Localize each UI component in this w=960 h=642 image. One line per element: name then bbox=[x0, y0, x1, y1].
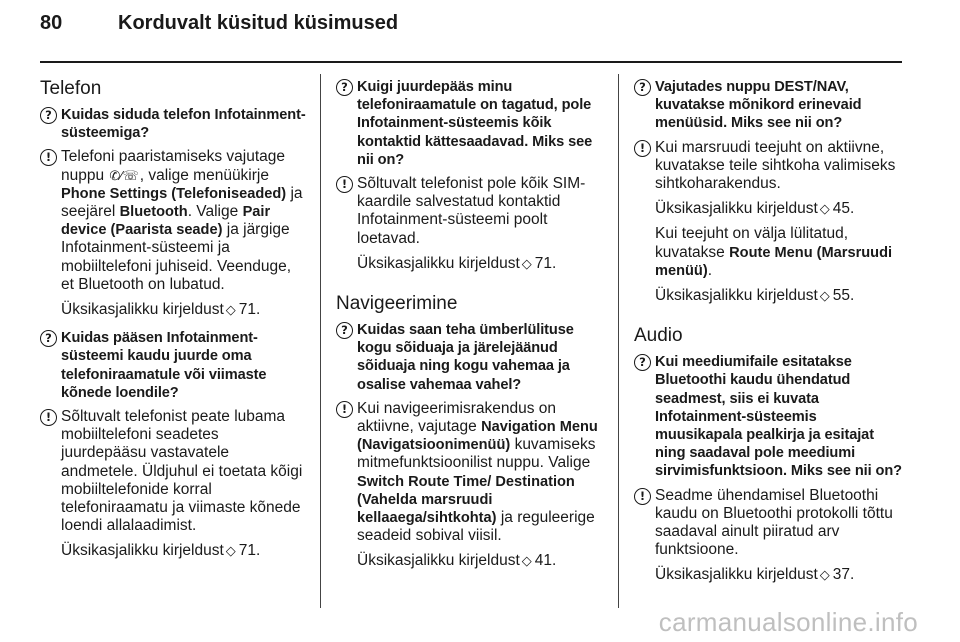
menu-item-pair-device: Pair device (Paarista seade) bbox=[61, 204, 271, 239]
faq-answer: Sõltuvalt telefonist peate lubama mobiiltelefoni seadetes juurdepääsu vastavatele andmetele. Üldjuhul ei toetata kõigi mobiiltelefonide korral telefoniraamatu ja viimaste kõnede loendi allalaadimist. Üksikasjalikku kirjeldust ◇ 71. bbox=[61, 408, 308, 561]
exclamation-circle-icon: ! bbox=[40, 409, 57, 426]
faq-answer: Telefoni paaristamiseks vajutage nuppu ✆⁄☏, valige menüükirje Phone Settings (Telefoniseaded) ja seejärel Bluetooth. Valige Pair device (Paarista seade) ja järgige Infotainment-süsteemi ja mobiiltelefoni juhiseid. Veenduge, et Bluetooth on lubatud. Üksikasjalikku kirjeldust ◇ 71. bbox=[61, 148, 308, 319]
menu-item-bluetooth: Bluetooth bbox=[119, 204, 188, 221]
faq-item bbox=[336, 321, 606, 571]
faq-item bbox=[634, 353, 904, 584]
column-divider bbox=[320, 74, 321, 608]
faq-item bbox=[634, 78, 904, 305]
page-reference-arrow-icon: ◇ bbox=[521, 255, 532, 271]
menu-item-navigation-menu: Navigation Menu (Navigatsioonimenüü) bbox=[357, 419, 598, 454]
exclamation-circle-icon: ! bbox=[40, 149, 57, 166]
page-reference-arrow-icon: ◇ bbox=[521, 553, 532, 569]
section-title-telefon: Telefon bbox=[40, 78, 102, 99]
menu-item-route-menu: Route Menu (Marsruudi menüü) bbox=[655, 244, 893, 279]
menu-item-phone-settings: Phone Settings (Telefoniseaded) bbox=[61, 185, 287, 202]
page-reference: Üksikasjalikku kirjeldust ◇ 71. bbox=[61, 542, 261, 560]
page-reference: Üksikasjalikku kirjeldust ◇ 45. bbox=[655, 200, 855, 218]
page-reference-arrow-icon: ◇ bbox=[819, 201, 830, 217]
question-circle-icon: ? bbox=[634, 354, 651, 371]
faq-item bbox=[40, 329, 308, 560]
faq-question: Kuigi juurdepääs minu telefoniraamatule on tagatud, pole Infotainment-süsteemis kõik kontaktid kättesaadavad. Miks see nii on? bbox=[357, 79, 593, 168]
question-circle-icon: ? bbox=[40, 330, 57, 347]
faq-question: Kuidas siduda telefon Infotainment-süsteemiga? bbox=[61, 107, 306, 142]
faq-answer: Sõltuvalt telefonist pole kõik SIM-kaardile salvestatud kontaktid Infotainment-süsteemi poolt loetavad. Üksikasjalikku kirjeldust ◇ 71. bbox=[357, 175, 606, 273]
section-title-audio: Audio bbox=[634, 325, 683, 347]
faq-question: Kui meediumifaile esitatakse Bluetoothi kaudu ühendatud seadmest, siis ei kuvata Infotainment-süsteemis muusikapala pealkirja ja esitajat ning saadaval pole meediumi sirvimisfunktsioon. Miks see nii on? bbox=[655, 354, 902, 480]
menu-item-switch-route-time: Switch Route Time/ Destination (Vahelda marsruudi kellaaega/sihtkohta) bbox=[357, 473, 575, 527]
page-reference-arrow-icon: ◇ bbox=[819, 567, 830, 583]
column-3 bbox=[634, 78, 904, 585]
section-title-navigeerimine: Navigeerimine bbox=[336, 293, 458, 315]
page-reference: Üksikasjalikku kirjeldust ◇ 71. bbox=[61, 301, 261, 319]
page-title: Korduvalt küsitud küsimused bbox=[118, 12, 399, 34]
faq-question: Vajutades nuppu DEST/NAV, kuvatakse mõnikord erinevaid menüüsid. Miks see nii on? bbox=[655, 79, 862, 132]
header-divider bbox=[40, 61, 902, 63]
question-circle-icon: ? bbox=[336, 322, 353, 339]
phone-icon: ✆⁄☏ bbox=[109, 167, 139, 183]
question-circle-icon: ? bbox=[634, 79, 651, 96]
page-reference: Üksikasjalikku kirjeldust ◇ 37. bbox=[655, 566, 855, 584]
exclamation-circle-icon: ! bbox=[336, 176, 353, 193]
watermark: carmanualsonline.info bbox=[658, 607, 918, 637]
faq-question: Kuidas saan teha ümberlülituse kogu sõiduaja ja järelejäänud sõiduaja ning kogu vahemaa ja osalise vahemaa vahel? bbox=[357, 322, 574, 393]
faq-item bbox=[40, 106, 308, 319]
page-reference-arrow-icon: ◇ bbox=[225, 302, 236, 318]
faq-item bbox=[336, 78, 606, 273]
page-reference: Üksikasjalikku kirjeldust ◇ 41. bbox=[357, 552, 557, 570]
page-reference-arrow-icon: ◇ bbox=[819, 288, 830, 304]
column-2 bbox=[336, 78, 606, 571]
page-reference-arrow-icon: ◇ bbox=[225, 543, 236, 559]
faq-question: Kuidas pääsen Infotainment-süsteemi kaudu juurde oma telefoniraamatule või viimaste kõnede loendile? bbox=[61, 330, 267, 401]
faq-answer: Seadme ühendamisel Bluetoothi kaudu on Bluetoothi protokolli tõttu saadaval ainult piiratud arv funktsioone. Üksikasjalikku kirjeldust ◇ 37. bbox=[655, 487, 904, 585]
exclamation-circle-icon: ! bbox=[634, 488, 651, 505]
page-reference: Üksikasjalikku kirjeldust ◇ 71. bbox=[357, 254, 557, 272]
page-number: 80 bbox=[40, 12, 63, 34]
exclamation-circle-icon: ! bbox=[336, 401, 353, 418]
column-divider bbox=[618, 74, 619, 608]
faq-answer: Kui marsruudi teejuht on aktiivne, kuvatakse teile sihtkoha valimiseks sihtkoharakendus. Üksikasjalikku kirjeldust ◇ 45. Kui teejuht on välja lülitatud, kuvatakse Route Menu (Marsruudi menüü). Üksikasjalikku kirjeldust ◇ 55. bbox=[655, 139, 904, 306]
page-reference: Üksikasjalikku kirjeldust ◇ 55. bbox=[655, 287, 855, 305]
exclamation-circle-icon: ! bbox=[634, 140, 651, 157]
question-circle-icon: ? bbox=[336, 79, 353, 96]
faq-answer: Kui navigeerimisrakendus on aktiivne, vajutage Navigation Menu (Navigatsioonimenüü) kuvamiseks mitmefunktsioonilist nuppu. Valige Switch Route Time/ Destination (Vahelda marsruudi kellaaega/sihtkohta) ja reguleerige seadeid sobival viisil. Üksikasjalikku kirjeldust ◇ 41. bbox=[357, 400, 606, 571]
question-circle-icon: ? bbox=[40, 107, 57, 124]
column-1 bbox=[40, 78, 308, 561]
